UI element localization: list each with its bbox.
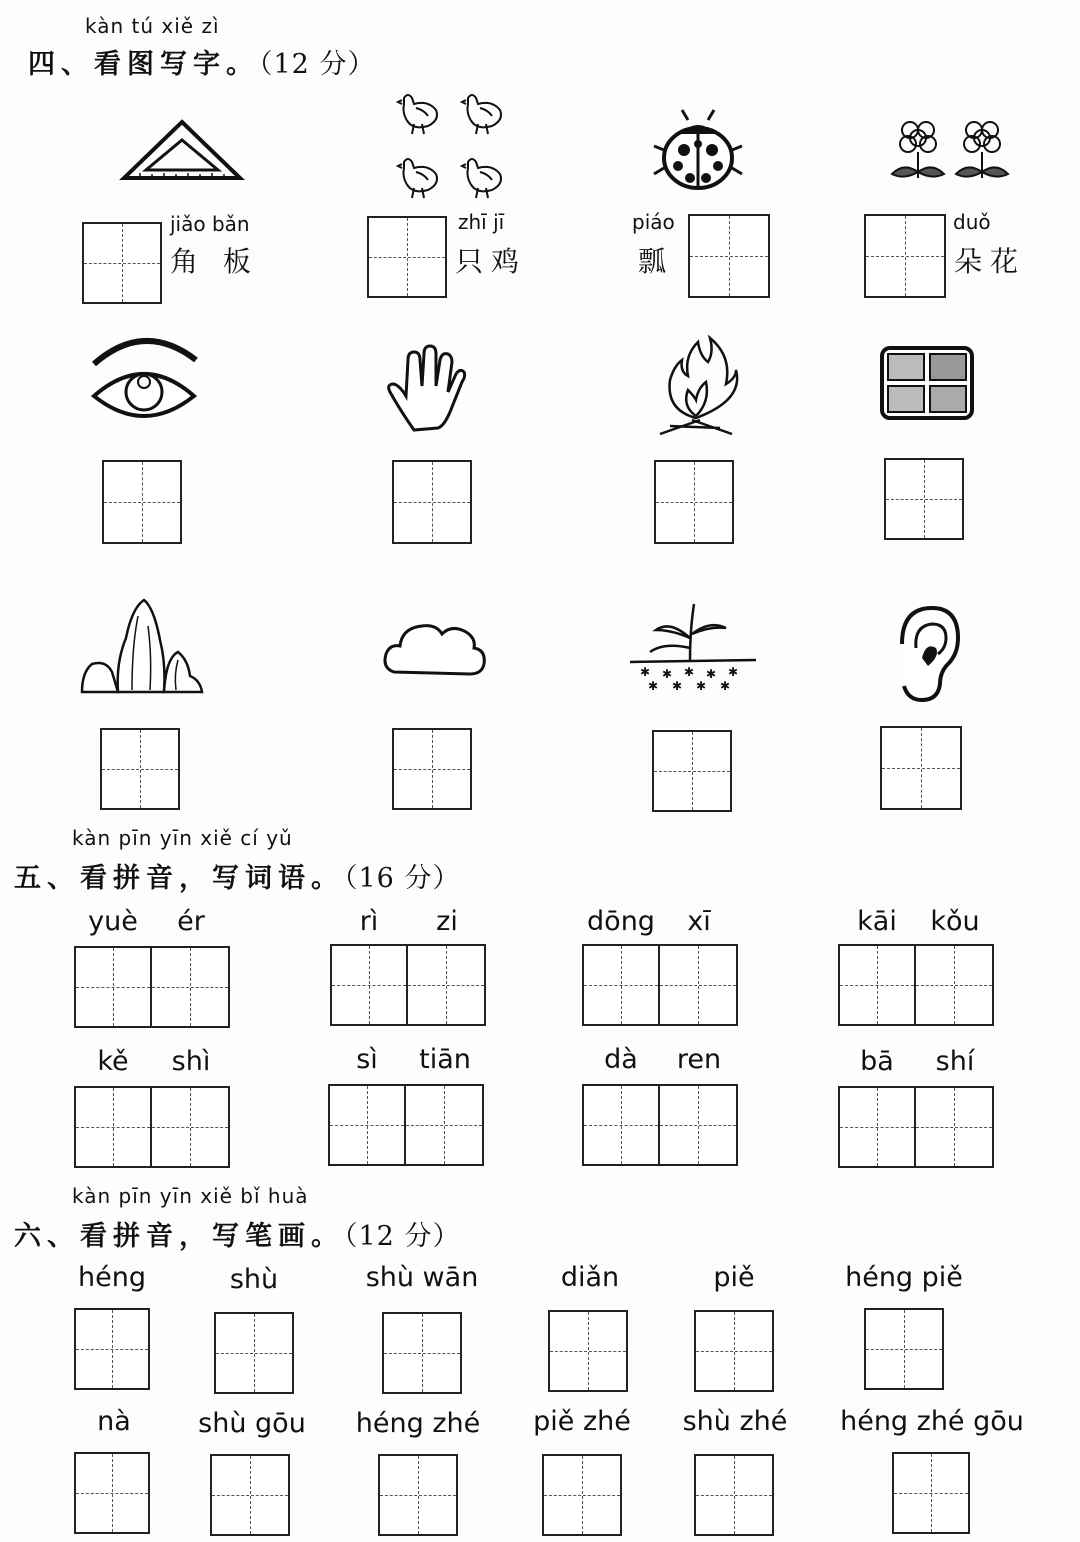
svg-text:✱: ✱ bbox=[662, 667, 673, 681]
stroke-pinyin-na: nà bbox=[97, 1406, 131, 1437]
hint-text-piao: 瓢 bbox=[638, 245, 675, 278]
chickens-picture bbox=[392, 88, 512, 210]
syllable: tiān bbox=[419, 1044, 471, 1075]
word-pinyin-yueer bbox=[74, 906, 230, 937]
word-cell[interactable] bbox=[838, 1086, 916, 1168]
syllable: xī bbox=[687, 906, 711, 937]
word-pinyin-rizi bbox=[330, 906, 486, 937]
stroke-pinyin-shuwan: shù wān bbox=[365, 1262, 479, 1293]
stroke-pinyin-piezhe: piě zhé bbox=[533, 1406, 631, 1437]
stroke-box-shuwan[interactable] bbox=[382, 1312, 462, 1394]
stroke-box-shugou[interactable] bbox=[210, 1454, 290, 1536]
stroke-box-pie[interactable] bbox=[694, 1310, 774, 1392]
word-cell[interactable] bbox=[74, 946, 152, 1028]
stroke-pinyin-shugou: shù gōu bbox=[198, 1408, 306, 1439]
svg-text:✱: ✱ bbox=[728, 665, 739, 679]
syllable: bā bbox=[860, 1046, 894, 1077]
word-cell[interactable] bbox=[74, 1086, 152, 1168]
section5-pinyin: kàn pīn yīn xiě cí yǔ bbox=[72, 826, 293, 850]
stroke-box-dian[interactable] bbox=[548, 1310, 628, 1392]
syllable: dōng bbox=[587, 906, 655, 937]
hint-pinyin-piao: piáo bbox=[632, 210, 675, 234]
svg-text:✱: ✱ bbox=[706, 667, 717, 681]
hint-pinyin-jiaoban: jiǎo bǎn bbox=[170, 212, 250, 236]
syllable: sì bbox=[356, 1044, 378, 1075]
word-cell[interactable] bbox=[328, 1084, 406, 1166]
syllable: kǒu bbox=[930, 906, 980, 937]
hint-pinyin-zhiji: zhī jī bbox=[458, 210, 505, 234]
word-box-sitian[interactable] bbox=[328, 1084, 484, 1166]
syllable: zi bbox=[436, 906, 458, 937]
writing-box-ladybug[interactable] bbox=[688, 214, 770, 298]
word-box-bashi[interactable] bbox=[838, 1086, 994, 1168]
ear-picture bbox=[886, 604, 962, 704]
stroke-pinyin-hengpie: héng piě bbox=[845, 1262, 963, 1293]
svg-text:✱: ✱ bbox=[672, 679, 683, 693]
word-box-keshi[interactable] bbox=[74, 1086, 230, 1168]
stroke-box-hengzhe[interactable] bbox=[378, 1454, 458, 1536]
syllable: kě bbox=[97, 1046, 129, 1077]
svg-text:✱: ✱ bbox=[648, 679, 659, 693]
syllable: yuè bbox=[88, 906, 138, 937]
section6-score: （12 分） bbox=[344, 1221, 461, 1252]
hint-text-jiaoban: 角 板 bbox=[170, 245, 259, 278]
mountain-picture bbox=[78, 596, 204, 696]
word-box-kaikou[interactable] bbox=[838, 944, 994, 1026]
word-cell[interactable] bbox=[152, 946, 230, 1028]
syllable: rì bbox=[359, 906, 379, 937]
stroke-pinyin-pie: piě bbox=[713, 1262, 755, 1293]
hand-picture bbox=[384, 344, 476, 436]
word-box-daren[interactable] bbox=[582, 1084, 738, 1166]
word-pinyin-keshi bbox=[74, 1046, 230, 1077]
writing-box-field[interactable] bbox=[884, 458, 964, 540]
seedling-picture bbox=[628, 598, 758, 692]
stroke-box-piezhe[interactable] bbox=[542, 1454, 622, 1536]
word-box-rizi[interactable] bbox=[330, 944, 486, 1026]
word-pinyin-sitian bbox=[328, 1044, 484, 1075]
cloud-picture bbox=[380, 614, 490, 680]
word-cell[interactable] bbox=[408, 944, 486, 1026]
hint-text-duohua: 朵花 bbox=[954, 245, 1027, 278]
syllable: dà bbox=[604, 1044, 638, 1075]
hint-pinyin-duo: duǒ bbox=[953, 210, 991, 234]
word-cell[interactable] bbox=[152, 1086, 230, 1168]
syllable: ér bbox=[177, 906, 205, 937]
word-pinyin-daren bbox=[582, 1044, 738, 1075]
word-cell[interactable] bbox=[916, 1086, 994, 1168]
writing-box-fire[interactable] bbox=[654, 460, 734, 544]
section6-title-text: 六、看拼音，写笔画。 bbox=[14, 1221, 344, 1252]
writing-box-hand[interactable] bbox=[392, 460, 472, 544]
section4-pinyin: kàn tú xiě zì bbox=[85, 14, 220, 38]
word-cell[interactable] bbox=[582, 1084, 660, 1166]
writing-box-triangle[interactable] bbox=[82, 222, 162, 304]
stroke-pinyin-dian: diǎn bbox=[560, 1262, 620, 1293]
writing-box-seedling[interactable] bbox=[652, 730, 732, 812]
field-picture bbox=[878, 344, 976, 422]
writing-box-ear[interactable] bbox=[880, 726, 962, 810]
svg-text:✱: ✱ bbox=[696, 679, 707, 693]
section5-title-text: 五、看拼音，写词语。 bbox=[14, 863, 344, 894]
section4-title-text: 四、看图写字。 bbox=[28, 49, 259, 80]
stroke-box-heng[interactable] bbox=[74, 1308, 150, 1390]
stroke-box-hengzhegou[interactable] bbox=[892, 1452, 970, 1534]
word-pinyin-kaikou bbox=[838, 906, 994, 937]
word-cell[interactable] bbox=[406, 1084, 484, 1166]
stroke-box-hengpie[interactable] bbox=[864, 1308, 944, 1390]
word-cell[interactable] bbox=[582, 944, 660, 1026]
stroke-pinyin-hengzhe: héng zhé bbox=[355, 1408, 481, 1439]
section6-title bbox=[14, 1214, 460, 1253]
writing-box-chickens[interactable] bbox=[367, 216, 447, 298]
section4-title bbox=[28, 42, 375, 81]
word-cell[interactable] bbox=[916, 944, 994, 1026]
stroke-box-shu[interactable] bbox=[214, 1312, 294, 1394]
syllable: shì bbox=[171, 1046, 211, 1077]
stroke-box-na[interactable] bbox=[74, 1452, 150, 1534]
stroke-pinyin-shuzhe: shù zhé bbox=[682, 1406, 788, 1437]
word-pinyin-dongxi bbox=[582, 906, 738, 937]
syllable: shí bbox=[935, 1046, 975, 1077]
syllable: kāi bbox=[857, 906, 897, 937]
section5-title bbox=[14, 856, 460, 895]
word-cell[interactable] bbox=[330, 944, 408, 1026]
word-cell[interactable] bbox=[660, 944, 738, 1026]
word-cell[interactable] bbox=[660, 1084, 738, 1166]
hint-text-zhiji: 只鸡 bbox=[455, 245, 528, 278]
word-box-yueer[interactable] bbox=[74, 946, 230, 1028]
stroke-box-shuzhe[interactable] bbox=[694, 1454, 774, 1536]
stroke-pinyin-shu: shù bbox=[229, 1264, 279, 1295]
triangle-ruler-picture bbox=[120, 118, 244, 184]
stroke-pinyin-heng: héng bbox=[78, 1262, 146, 1293]
writing-box-cloud[interactable] bbox=[392, 728, 472, 810]
word-cell[interactable] bbox=[838, 944, 916, 1026]
writing-box-eye[interactable] bbox=[102, 460, 182, 544]
stroke-pinyin-hengzhegou: héng zhé gōu bbox=[840, 1406, 1024, 1437]
fire-picture bbox=[650, 322, 742, 438]
svg-text:✱: ✱ bbox=[720, 679, 731, 693]
writing-box-flowers[interactable] bbox=[864, 214, 946, 298]
word-pinyin-bashi bbox=[838, 1046, 994, 1077]
svg-text:✱: ✱ bbox=[640, 665, 651, 679]
eye-picture bbox=[88, 336, 200, 428]
svg-text:✱: ✱ bbox=[684, 665, 695, 679]
section4-score: （12 分） bbox=[259, 49, 376, 80]
flowers-picture bbox=[886, 116, 1014, 186]
ladybug-picture bbox=[650, 104, 746, 196]
section5-score: （16 分） bbox=[344, 863, 461, 894]
writing-box-mountain[interactable] bbox=[100, 728, 180, 810]
section6-pinyin: kàn pīn yīn xiě bǐ huà bbox=[72, 1184, 309, 1208]
word-box-dongxi[interactable] bbox=[582, 944, 738, 1026]
syllable: ren bbox=[676, 1044, 722, 1075]
